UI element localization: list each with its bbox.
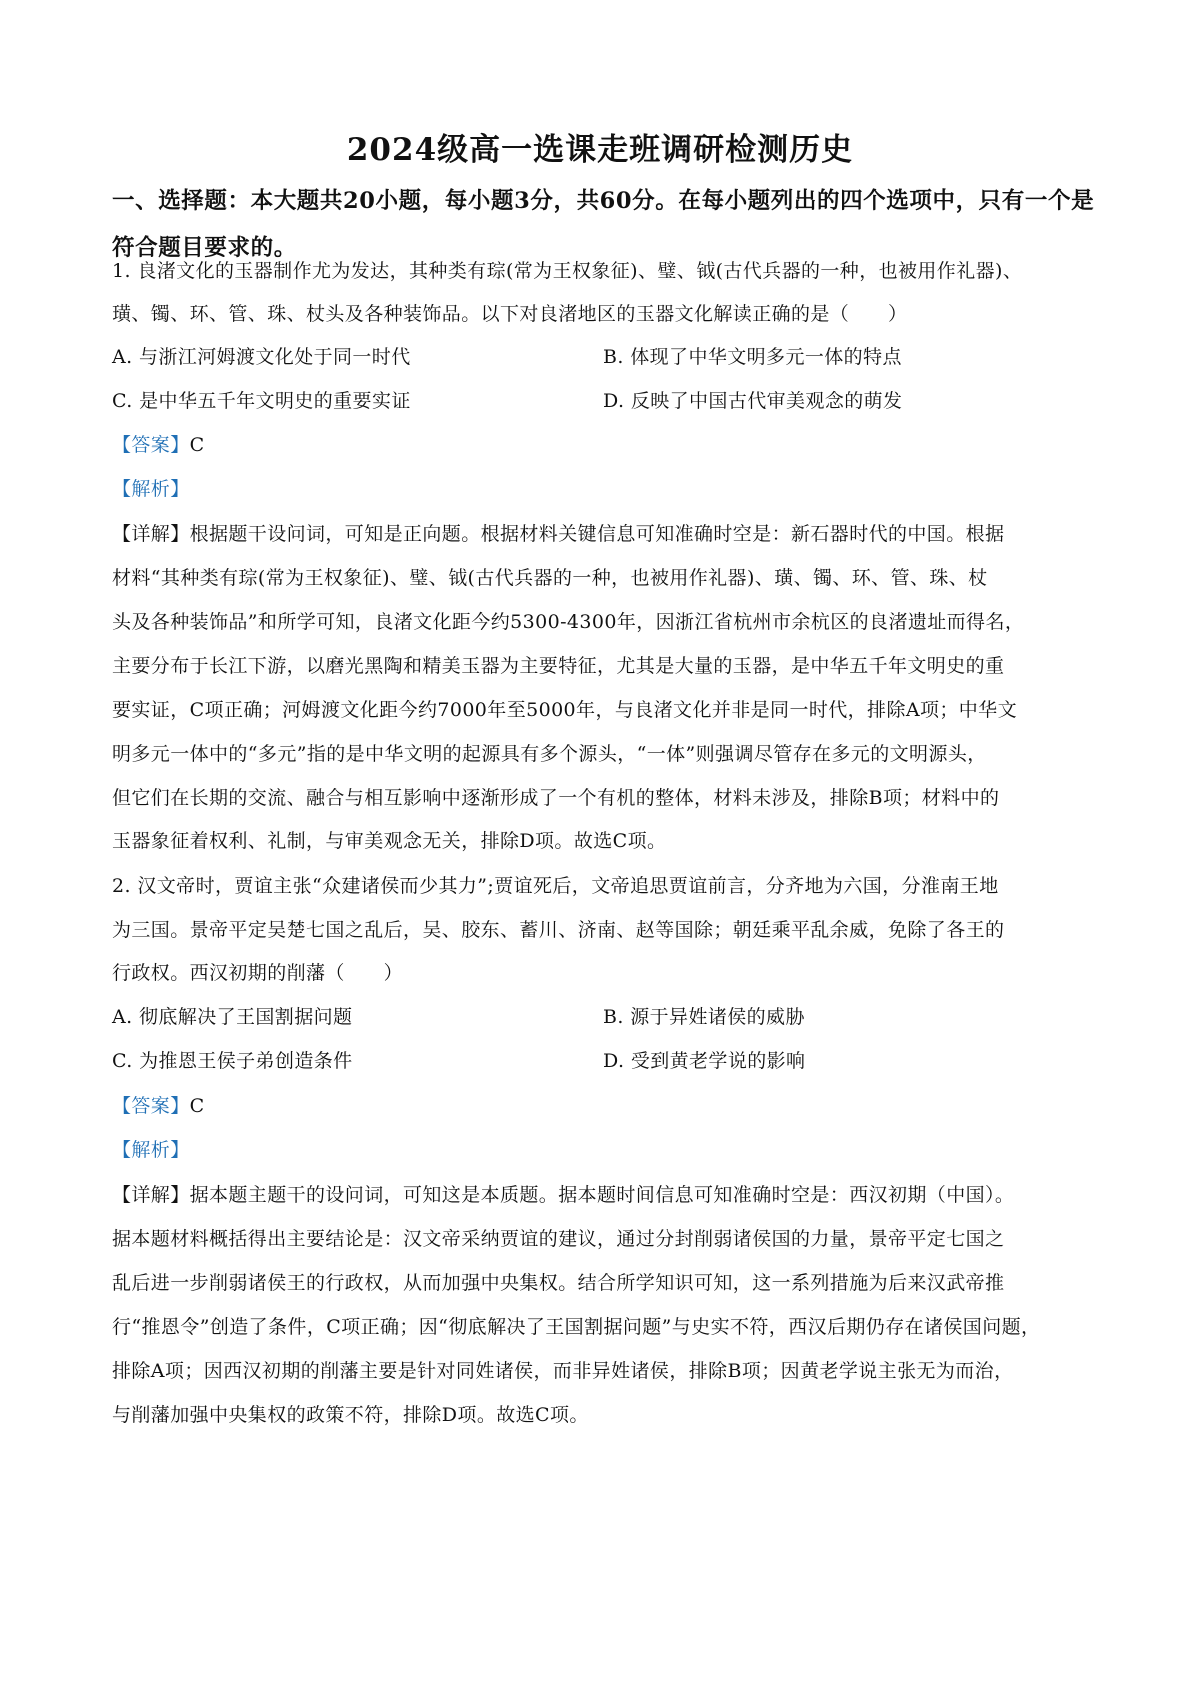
q2-answer-label: 【答案】: [112, 1095, 190, 1117]
q2-option-b: B. 源于异姓诸侯的威胁: [603, 1006, 805, 1028]
q2-detail-line-4: 行“推恩令”创造了条件，C项正确；因“彻底解决了王国割据问题”与史实不符，西汉后期仍存在诸侯国问题，: [112, 1316, 1041, 1338]
q2-option-d: D. 受到黄老学说的影响: [603, 1050, 806, 1072]
q1-detail-line-3: 头及各种装饰品”和所学可知，良渚文化距今约5300-4300年，因浙江省杭州市余杭区的良渚遗址而得名，: [112, 611, 1025, 633]
q1-option-b: B. 体现了中华文明多元一体的特点: [603, 346, 902, 368]
q2-detail-line-5: 排除A项；因西汉初期的削藩主要是针对同姓诸侯，而非异姓诸侯，排除B项；因黄老学说主张无为而治，: [112, 1360, 1014, 1382]
q1-option-a: A. 与浙江河姆渡文化处于同一时代: [112, 346, 411, 368]
q2-stem-line-3: 行政权。西汉初期的削藩（ ）: [112, 962, 404, 984]
q1-stem-line-2: 璜、镯、环、管、珠、杖头及各种装饰品。以下对良渚地区的玉器文化解读正确的是（ ）: [112, 303, 908, 325]
q2-detail-line-6: 与削藩加强中央集权的政策不符，排除D项。故选C项。: [112, 1404, 589, 1426]
q2-analysis-label: 【解析】: [112, 1139, 190, 1161]
q2-detail-line-1: [112, 1180, 1097, 1210]
page-title: 2024级高一选课走班调研检测历史: [346, 132, 854, 168]
q1-detail-line-1: [112, 519, 1097, 549]
q1-detail-line-8: 玉器象征着权利、礼制，与审美观念无关，排除D项。故选C项。: [112, 830, 667, 852]
q1-analysis-label: 【解析】: [112, 478, 190, 500]
q1-option-d: D. 反映了中国古代审美观念的萌发: [603, 390, 903, 412]
q2-option-a: A. 彻底解决了王国割据问题: [112, 1006, 353, 1028]
q1-answer-value: C: [189, 434, 205, 456]
q1-option-c: C. 是中华五千年文明史的重要实证: [112, 390, 411, 412]
q1-detail-text-1: 根据题干设问词，可知是正向题。根据材料关键信息可知准确时空是：新石器时代的中国。根据: [189, 523, 1005, 545]
q2-stem-line-2: 为三国。景帝平定吴楚七国之乱后，吴、胶东、蓄川、济南、赵等国除；朝廷乘平乱余威，免除了各王的: [112, 919, 1005, 941]
q2-answer: [112, 1091, 1097, 1121]
q2-detail-text-1: 据本题主题干的设问词，可知这是本质题。据本题时间信息可知准确时空是：西汉初期（中国）。: [189, 1184, 1015, 1206]
q1-detail-label: 【详解】: [112, 523, 190, 545]
q2-stem-line-1: 2. 汉文帝时，贾谊主张“众建诸侯而少其力”;贾谊死后，文帝追思贾谊前言，分齐地为六国，分淮南王地: [112, 875, 999, 897]
q2-detail-line-3: 乱后进一步削弱诸侯王的行政权，从而加强中央集权。结合所学知识可知，这一系列措施为后来汉武帝推: [112, 1272, 1005, 1294]
q1-answer: [112, 430, 1097, 460]
q1-answer-label: 【答案】: [112, 434, 190, 456]
q1-detail-line-2: 材料“其种类有琮(常为王权象征)、璧、钺(古代兵器的一种，也被用作礼器)、璜、镯、环、管、珠、杖: [112, 567, 988, 589]
q1-detail-line-4: 主要分布于长江下游，以磨光黑陶和精美玉器为主要特征，尤其是大量的玉器，是中华五千年文明史的重: [112, 655, 1005, 677]
q2-option-c: C. 为推恩王侯子弟创造条件: [112, 1050, 353, 1072]
q2-answer-value: C: [189, 1095, 205, 1117]
q2-detail-line-2: 据本题材料概括得出主要结论是：汉文帝采纳贾谊的建议，通过分封削弱诸侯国的力量，景帝平定七国之: [112, 1228, 1005, 1250]
q1-detail-line-7: 但它们在长期的交流、融合与相互影响中逐渐形成了一个有机的整体，材料未涉及，排除B项；材料中的: [112, 787, 1000, 809]
q1-stem-line-1: 1. 良渚文化的玉器制作尤为发达，其种类有琮(常为王权象征)、璧、钺(古代兵器的一种，也被用作礼器)、: [112, 260, 1023, 282]
q2-detail-label: 【详解】: [112, 1184, 190, 1206]
section-heading: 一、选择题：本大题共20小题，每小题3分，共60分。在每小题列出的四个选项中，只有一个是符合题目要求的。: [112, 188, 1095, 261]
q1-detail-line-5: 要实证，C项正确；河姆渡文化距今约7000年至5000年，与良渚文化并非是同一时代，排除A项；中华文: [112, 699, 1017, 721]
q1-detail-line-6: 明多元一体中的“多元”指的是中华文明的起源具有多个源头，“一体”则强调尽管存在多元的文明源头，: [112, 743, 987, 765]
